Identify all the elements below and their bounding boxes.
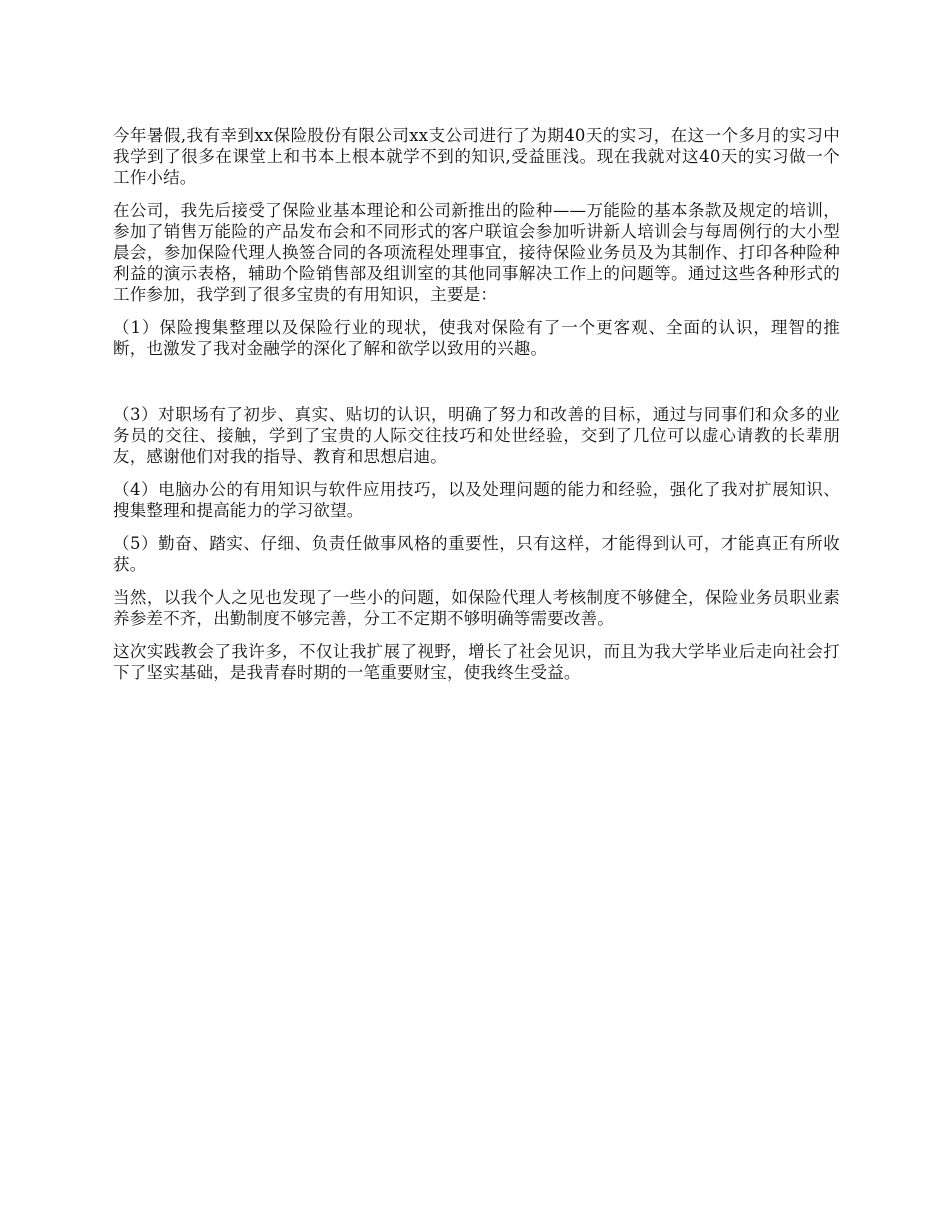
paragraph-point-3: （3）对职场有了初步、真实、贴切的认识，明确了努力和改善的目标，通过与同事们和众多的业务员的交往、接触，学到了宝贵的人际交往技巧和处世经验，交到了几位可以虚心请教的长辈朋友，感谢他们对我的指导、教育和思想启迪。 xyxy=(113,405,840,466)
paragraph-point-5: （5）勤奋、踏实、仔细、负责任做事风格的重要性，只有这样，才能得到认可，才能真正有所收获。 xyxy=(113,534,840,574)
document-body xyxy=(113,125,840,695)
paragraph-company-training: 在公司，我先后接受了保险业基本理论和公司新推出的险种——万能险的基本条款及规定的培训，参加了销售万能险的产品发布会和不同形式的客户联谊会参加听讲新人培训会与每周例行的大小型晨会，参加保险代理人换签合同的各项流程处理事宜，接待保险业务员及为其制作、打印各种险种利益的演示表格，辅助个险销售部及组训室的其他同事解决工作上的问题等。通过这些各种形式的工作参加，我学到了很多宝贵的有用知识，主要是： xyxy=(113,201,840,304)
paragraph-intro: 今年暑假,我有幸到xx保险股份有限公司xx支公司进行了为期40天的实习，在这一个多月的实习中我学到了很多在课堂上和书本上根本就学不到的知识,受益匪浅。现在我就对这40天的实习做一个工作小结。 xyxy=(113,126,840,187)
paragraph-conclusion: 这次实践教会了我许多，不仅让我扩展了视野，增长了社会见识，而且为我大学毕业后走向社会打下了坚实基础，是我青春时期的一笔重要财宝，使我终生受益。 xyxy=(113,642,840,682)
paragraph-point-4: （4）电脑办公的有用知识与软件应用技巧，以及处理问题的能力和经验，强化了我对扩展知识、搜集整理和提高能力的学习欲望。 xyxy=(113,480,840,520)
paragraph-point-1: （1）保险搜集整理以及保险行业的现状，使我对保险有了一个更客观、全面的认识，理智的推断，也激发了我对金融学的深化了解和欲学以致用的兴趣。 xyxy=(113,318,840,358)
paragraph-problems: 当然，以我个人之见也发现了一些小的问题，如保险代理人考核制度不够健全，保险业务员职业素养参差不齐，出勤制度不够完善，分工不定期不够明确等需要改善。 xyxy=(113,588,840,628)
